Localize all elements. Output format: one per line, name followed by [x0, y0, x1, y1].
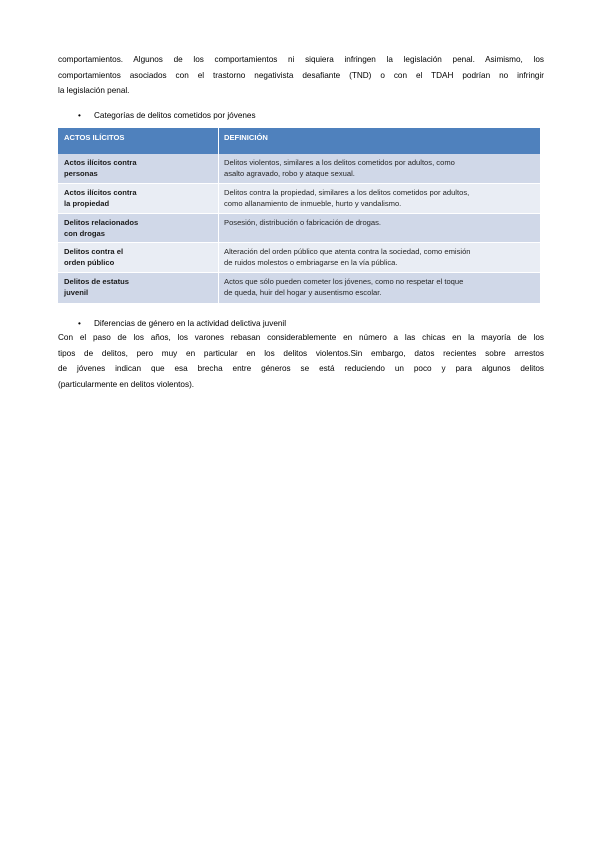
act-cell: Delitos relacionados con drogas [64, 218, 139, 238]
act-cell: Actos ilícitos contra personas [64, 158, 137, 178]
table-row [58, 184, 540, 214]
column-divider [218, 214, 219, 243]
definition-cell: Delitos contra la propiedad, similares a los delitos cometidos por adultos, como allanamiento de inmueble, hurto y vandalismo. [224, 188, 470, 208]
definition-cell: Alteración del orden público que atenta contra la sociedad, como emisión de ruidos molestos o embriagarse en la vía pública. [224, 247, 471, 267]
act-cell: Delitos contra el orden público [64, 247, 124, 267]
table-row [58, 273, 540, 303]
bullet-dot-icon: • [78, 319, 81, 328]
intro-line: comportamientos. Algunos de los comportamientos ni siquiera infringen la legislación penal. Asimismo, los [58, 55, 544, 64]
intro-line: comportamientos asociados con el trastorno negativista desafiante (TND) o con el TDAH podrían no infringir [58, 70, 544, 80]
column-divider [218, 273, 219, 303]
closing-line: tipos de delitos, pero muy en particular en los delitos violentos.Sin embargo, datos recientes sobre arrestos [58, 348, 544, 358]
definition-cell: Delitos violentos, similares a los delitos cometidos por adultos, como asalto agravado, robo y ataque sexual. [224, 158, 455, 178]
table-header-acts: ACTOS ILÍCITOS [64, 133, 125, 142]
table-row [58, 154, 540, 184]
closing-paragraph [58, 330, 544, 392]
offense-categories-table [58, 128, 540, 304]
closing-line: Con el paso de los años, los varones rebasan considerablemente en número a las chicas en la mayoría de los [58, 333, 544, 342]
column-divider [218, 128, 219, 154]
column-divider [218, 184, 219, 214]
bullet-dot-icon: • [78, 111, 81, 120]
act-cell: Actos ilícitos contra la propiedad [64, 188, 137, 208]
table-row [58, 243, 540, 273]
table-header-row [58, 128, 540, 154]
act-cell: Delitos de estatus juvenil [64, 277, 129, 297]
column-divider [218, 154, 219, 184]
closing-line: de jóvenes indican que esa brecha entre géneros se está reduciendo un poco y para algunos delitos [58, 364, 544, 373]
definition-cell: Posesión, distribución o fabricación de drogas. [224, 218, 382, 227]
column-divider [218, 243, 219, 273]
bullet-text: Diferencias de género en la actividad delictiva juvenil [94, 319, 287, 328]
bullet-text: Categorías de delitos cometidos por jóvenes [94, 111, 256, 120]
table-header-definition: DEFINICIÓN [224, 133, 268, 142]
intro-paragraph [58, 52, 544, 99]
intro-line: la legislación penal. [58, 86, 130, 95]
closing-line: (particularmente en delitos violentos). [58, 379, 195, 389]
definition-cell: Actos que sólo pueden cometer los jóvenes, como no respetar el toque de queda, huir del hogar y ausentismo escolar. [224, 277, 464, 297]
table-row [58, 214, 540, 243]
